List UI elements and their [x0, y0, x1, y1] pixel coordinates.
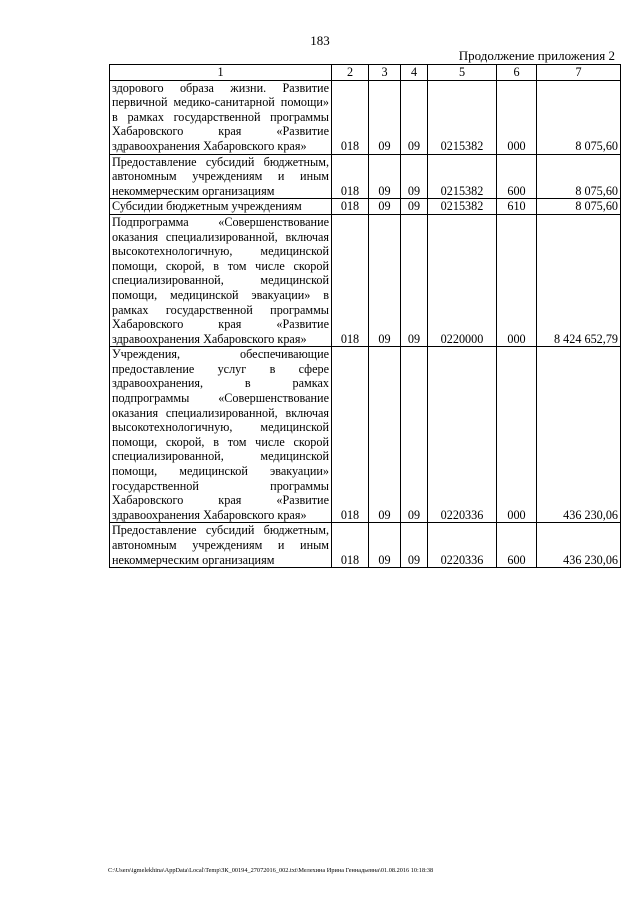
- table-row: [110, 523, 621, 568]
- ministry-code: 018: [332, 347, 369, 523]
- amount: 8 075,60: [537, 80, 621, 154]
- subsection-code: 09: [401, 523, 428, 568]
- subsection-code: 09: [401, 347, 428, 523]
- expense-type-code: 000: [497, 347, 537, 523]
- row-name: Предоставление субсидий бюджетным, автономным учреждениям и иным некоммерческим организациям: [110, 523, 332, 568]
- table-row: [110, 214, 621, 346]
- section-code: 09: [369, 347, 401, 523]
- table-row: [110, 80, 621, 154]
- column-header: 4: [401, 65, 428, 81]
- column-header: 5: [428, 65, 497, 81]
- section-code: 09: [369, 199, 401, 215]
- ministry-code: 018: [332, 214, 369, 346]
- ministry-code: 018: [332, 80, 369, 154]
- row-name: Предоставление субсидий бюджетным, автономным учреждениям и иным некоммерческим организациям: [110, 154, 332, 199]
- subsection-code: 09: [401, 199, 428, 215]
- row-name: здорового образа жизни. Развитие первичной медико-санитарной помощи» в рамках государственной программы Хабаровского края «Развитие здравоохранения Хабаровского края»: [110, 80, 332, 154]
- column-header: 6: [497, 65, 537, 81]
- section-code: 09: [369, 154, 401, 199]
- row-name: Учреждения, обеспечивающие предоставление услуг в сфере здравоохранения, в рамках подпрограммы «Совершенствование оказания специализированной, включая высокотехнологичную, медицинской помощи, скорой, в том числе скорой специализированной, медицинской помощи, медицинской эвакуации» государственной программы Хабаровского края «Развитие здравоохранения Хабаровского края»: [110, 347, 332, 523]
- section-code: 09: [369, 214, 401, 346]
- file-path-footer: C:\Users\igmelekhina\AppData\Local\Temp\ЗК_00194_27072016_002.txt\Мелехина Ирина Геннадьевна\01.08.2016 10:18:38: [108, 867, 434, 874]
- page-number: 183: [310, 33, 330, 48]
- amount: 436 230,06: [537, 347, 621, 523]
- target-article-code: 0220336: [428, 347, 497, 523]
- expense-type-code: 000: [497, 214, 537, 346]
- amount: 8 075,60: [537, 154, 621, 199]
- subsection-code: 09: [401, 214, 428, 346]
- row-name: Субсидии бюджетным учреждениям: [110, 199, 332, 215]
- ministry-code: 018: [332, 154, 369, 199]
- target-article-code: 0215382: [428, 199, 497, 215]
- target-article-code: 0215382: [428, 80, 497, 154]
- amount: 8 075,60: [537, 199, 621, 215]
- ministry-code: 018: [332, 199, 369, 215]
- section-code: 09: [369, 80, 401, 154]
- amount: 8 424 652,79: [537, 214, 621, 346]
- target-article-code: 0215382: [428, 154, 497, 199]
- continuation-note: Продолжение приложения 2: [458, 48, 615, 63]
- section-code: 09: [369, 523, 401, 568]
- table-row: [110, 347, 621, 523]
- expense-type-code: 610: [497, 199, 537, 215]
- expense-type-code: 600: [497, 523, 537, 568]
- subsection-code: 09: [401, 154, 428, 199]
- row-name: Подпрограмма «Совершенствование оказания специализированной, включая высокотехнологичную, медицинской помощи, скорой, в том числе скорой специализированной, медицинской помощи, медицинской эвакуации» в рамках государственной программы Хабаровского края «Развитие здравоохранения Хабаровского края»: [110, 214, 332, 346]
- header-row: [110, 65, 621, 81]
- table-row: [110, 199, 621, 215]
- target-article-code: 0220000: [428, 214, 497, 346]
- amount: 436 230,06: [537, 523, 621, 568]
- ministry-code: 018: [332, 523, 369, 568]
- table-row: [110, 154, 621, 199]
- column-header: 1: [110, 65, 332, 81]
- expense-type-code: 000: [497, 80, 537, 154]
- subsection-code: 09: [401, 80, 428, 154]
- column-header: 7: [537, 65, 621, 81]
- column-header: 3: [369, 65, 401, 81]
- column-header: 2: [332, 65, 369, 81]
- budget-table: [109, 64, 621, 568]
- expense-type-code: 600: [497, 154, 537, 199]
- target-article-code: 0220336: [428, 523, 497, 568]
